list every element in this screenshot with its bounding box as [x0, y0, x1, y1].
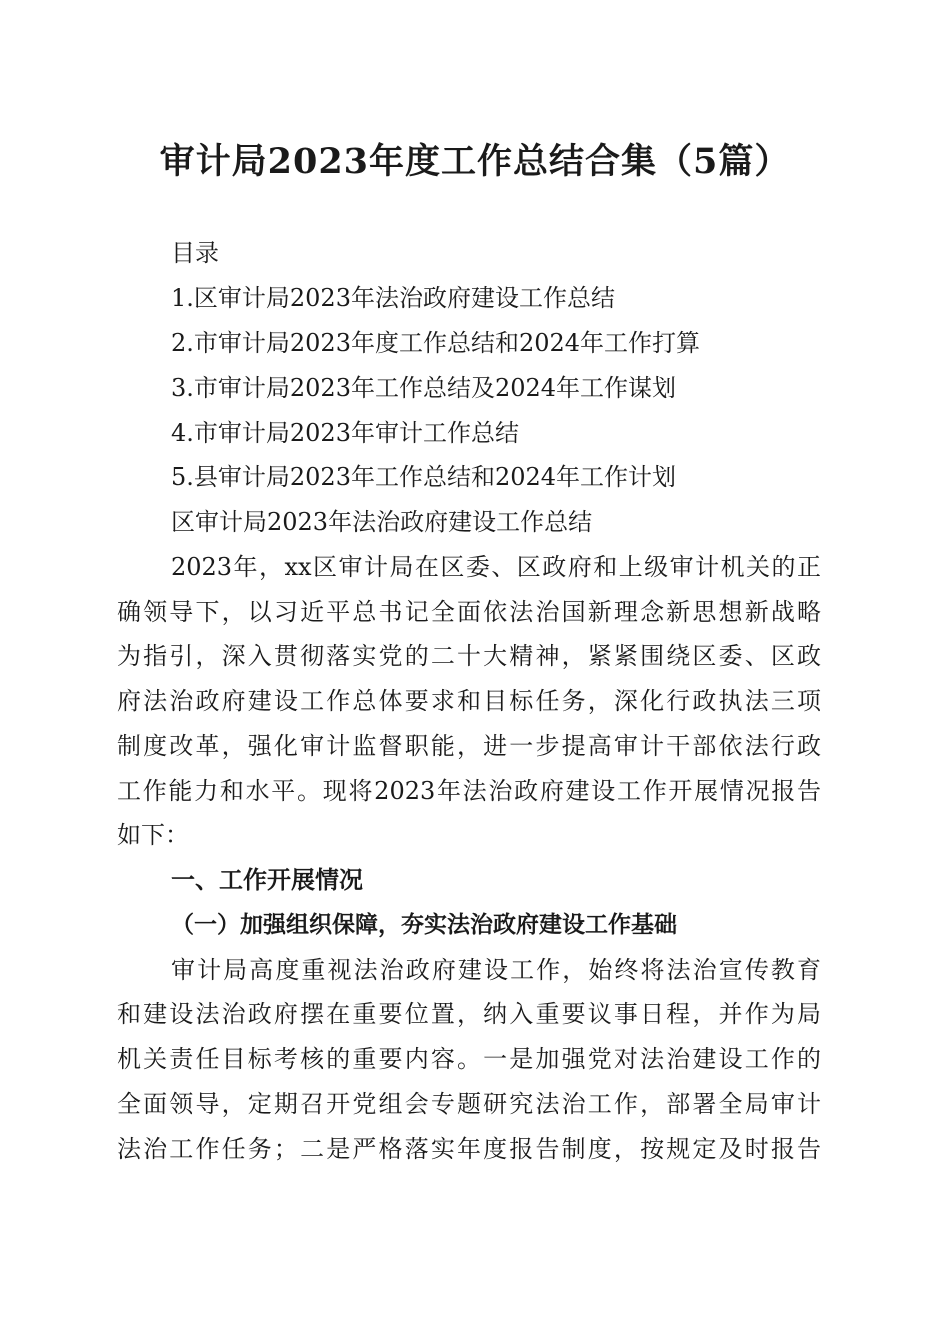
intro-line: 府法治政府建设工作总体要求和目标任务，深化行政执法三项: [117, 687, 821, 715]
body-line: 机关责任目标考核的重要内容。一是加强党对法治建设工作的: [117, 1045, 821, 1073]
toc-item-5: 5.县审计局2023年工作总结和2024年工作计划: [171, 463, 677, 491]
toc-label: 目录: [171, 239, 219, 267]
toc-item-3: 3.市审计局2023年工作总结及2024年工作谋划: [171, 374, 677, 402]
toc-item-2: 2.市审计局2023年度工作总结和2024年工作打算: [171, 329, 701, 357]
heading-level-1: 一、工作开展情况: [171, 866, 363, 894]
body-line: 法治工作任务；二是严格落实年度报告制度，按规定及时报告: [117, 1135, 821, 1163]
intro-line: 2023年，xx区审计局在区委、区政府和上级审计机关的正: [171, 553, 821, 581]
body-line: 审计局高度重视法治政府建设工作，始终将法治宣传教育: [171, 956, 821, 984]
body-line: 全面领导，定期召开党组会专题研究法治工作，部署全局审计: [117, 1090, 821, 1118]
body-line: 和建设法治政府摆在重要位置，纳入重要议事日程，并作为局: [117, 1000, 821, 1028]
intro-line: 制度改革，强化审计监督职能，进一步提高审计干部依法行政: [117, 732, 821, 760]
intro-line: 如下：: [117, 821, 189, 849]
heading-level-2: （一）加强组织保障，夯实法治政府建设工作基础: [171, 911, 677, 938]
toc-item-1: 1.区审计局2023年法治政府建设工作总结: [171, 284, 615, 312]
intro-line: 确领导下，以习近平总书记全面依法治国新理念新思想新战略: [117, 598, 821, 626]
intro-line: 工作能力和水平。现将2023年法治政府建设工作开展情况报告: [117, 777, 821, 805]
section-title: 区审计局2023年法治政府建设工作总结: [171, 508, 593, 536]
intro-line: 为指引，深入贯彻落实党的二十大精神，紧紧围绕区委、区政: [117, 642, 821, 670]
document-title: 审计局2023年度工作总结合集（5篇）: [159, 141, 791, 182]
toc-item-4: 4.市审计局2023年审计工作总结: [171, 419, 519, 447]
